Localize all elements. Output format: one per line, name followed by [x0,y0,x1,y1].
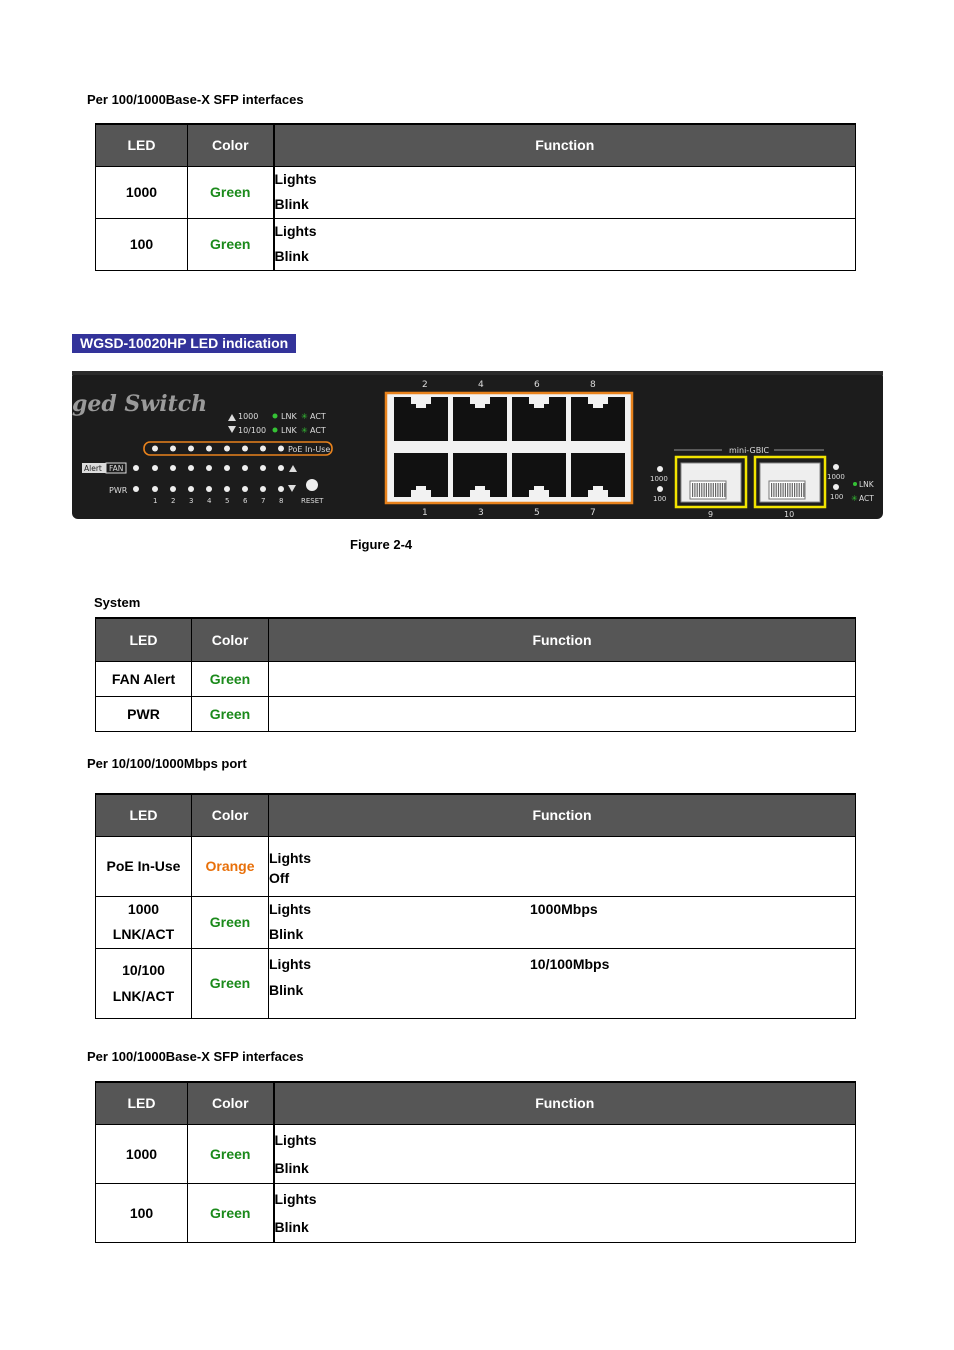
function-line: Lights [274,1190,317,1207]
led-cell [96,896,192,948]
switch-front-panel-figure [72,371,883,519]
function-line: Blink [274,1218,309,1235]
function-line: Lights [274,171,317,187]
function-cell [274,218,856,270]
led-row-1000 [133,465,284,471]
led-cell [96,836,192,896]
table-header-row [96,1082,856,1124]
col-color-header: Color [192,794,269,836]
led-cell: 1000 [96,1124,188,1183]
green-led-icon [853,482,857,486]
table-header-row [96,618,856,661]
sfp-fins-10 [771,483,804,497]
rj45-jack [453,453,507,497]
led-port-number: 7 [261,497,266,505]
function-cell [269,896,856,948]
rj45-jack [571,453,625,497]
col-led-header: LED [96,124,188,166]
sfp-fins-9 [692,483,725,497]
sfp-act-label: ACT [859,494,874,503]
table-header-row [96,124,856,166]
rj45-port-number: 1 [422,508,428,518]
function-line: Lights [269,850,311,866]
poe-led [224,446,230,452]
poe-led [278,446,284,452]
table-row [96,948,856,1018]
color-cell: Green [188,218,274,270]
function-cell [269,696,856,731]
fan-alert-led [133,465,139,471]
poe-led [206,446,212,452]
sfp-led-100-right [833,484,839,490]
function-cell [269,661,856,696]
system-table [95,617,856,732]
table-row [96,836,856,896]
sfp-led-1000-right [833,464,839,470]
led-cell: PWR [96,696,192,731]
sfp-right-100: 100 [830,493,844,501]
function-cell [269,836,856,896]
led-1000 [242,465,248,471]
table-row [96,1183,856,1242]
led-port-number: 4 [207,497,212,505]
led-10100 [278,486,284,492]
led-1000 [260,465,266,471]
col-color-header: Color [188,1082,274,1124]
function-speed: 10/100Mbps [530,955,610,972]
col-led-header: LED [96,1082,188,1124]
rj45-port-number: 3 [478,508,484,518]
col-function-header: Function [274,1082,856,1124]
pwr-led [133,486,139,492]
rj45-jack [571,397,625,441]
sfp-lnk-label: LNK [859,480,874,489]
sfp-bottom-table [95,1081,856,1243]
rj45-port-number: 4 [478,380,484,390]
sfp-top-table [95,123,856,271]
col-function-header: Function [274,124,856,166]
poe-led [170,446,176,452]
green-led-icon [273,414,278,419]
rj45-port-number: 2 [422,380,428,390]
led-10100 [152,486,158,492]
function-line: Blink [269,981,304,998]
rj45-jack [512,397,566,441]
col-function-header: Function [269,794,856,836]
table-row [96,696,856,731]
function-speed: 1000Mbps [530,901,598,917]
sfp-left-100: 100 [653,495,667,503]
color-cell: Green [192,948,269,1018]
led-1000 [152,465,158,471]
led-cell [96,948,192,1018]
poe-led [260,446,266,452]
led-10100 [260,486,266,492]
rj45-port-number: 8 [590,380,596,390]
function-line: Lights [274,223,317,239]
brand-text: ged Switch [72,391,208,417]
figure-caption: Figure 2-4 [350,537,413,552]
poe-led [152,446,158,452]
ports-table [95,793,856,1019]
table-row [96,661,856,696]
function-cell [269,948,856,1018]
function-cell [274,1124,856,1183]
system-heading: System [94,595,141,610]
rj45-port-number: 6 [534,380,540,390]
blink-icon: ✳ [851,494,858,503]
color-cell: Green [188,166,274,218]
green-led-icon [273,428,278,433]
led-10100 [224,486,230,492]
color-cell: Green [188,1183,274,1242]
sfp-top-heading: Per 100/1000Base-X SFP interfaces [87,92,304,107]
fan-label: FAN [109,464,124,473]
sfp-port-9-number: 9 [708,510,714,519]
legend-10100: 10/100 [238,426,267,435]
poe-led [188,446,194,452]
function-line: Blink [274,248,309,264]
color-cell: Orange [192,836,269,896]
col-color-header: Color [192,618,269,661]
section-title-banner: WGSD-10020HP LED indication [72,334,296,353]
led-1000 [170,465,176,471]
reset-button [306,479,318,491]
led-cell: 1000 [96,166,188,218]
legend-act: ACT [310,412,326,421]
col-led-header: LED [96,618,192,661]
color-cell: Green [192,661,269,696]
led-port-number: 2 [171,497,176,505]
function-line: Lights [269,955,311,972]
blink-icon: ✳ [301,412,308,421]
function-cell [274,1183,856,1242]
table-row [96,166,856,218]
rj45-jack [453,397,507,441]
pwr-label: PWR [109,486,128,495]
led-port-number: 6 [243,497,248,505]
function-line: Lights [274,1131,317,1148]
function-line: Lights [269,901,311,917]
rj45-jack [394,397,448,441]
col-color-header: Color [188,124,274,166]
led-cell: 100 [96,218,188,270]
poe-label: PoE In-Use [288,445,331,454]
color-cell: Green [192,696,269,731]
led-port-number: 8 [279,497,284,505]
led-1000 [206,465,212,471]
led-10100 [170,486,176,492]
function-line: Blink [269,926,304,942]
legend-lnk: LNK [281,412,297,421]
table-row [96,896,856,948]
led-line: 1000 [127,901,160,917]
alert-label: Alert [84,464,102,473]
led-1000 [188,465,194,471]
led-port-number: 3 [189,497,194,505]
function-line: Blink [274,196,309,212]
col-led-header: LED [96,794,192,836]
function-cell [274,166,856,218]
table-header-row [96,794,856,836]
function-line: Blink [274,1159,309,1176]
rj45-port-number: 5 [534,508,540,518]
color-cell: Green [188,1124,274,1183]
legend-1000: 1000 [238,412,259,421]
led-10100 [188,486,194,492]
function-line: Off [269,870,290,886]
blink-icon: ✳ [301,426,308,435]
table-row [96,1124,856,1183]
rj45-jack [512,453,566,497]
led-port-number: 5 [225,497,230,505]
legend-lnk: LNK [281,426,297,435]
sfp-bottom-heading: Per 100/1000Base-X SFP interfaces [87,1049,304,1064]
led-line: LNK/ACT [112,926,175,942]
led-10100 [206,486,212,492]
led-port-number: 1 [153,497,158,505]
led-1000 [224,465,230,471]
table-row [96,218,856,270]
sfp-led-100-left [657,486,663,492]
sfp-right-1000: 1000 [827,473,845,481]
led-cell: FAN Alert [96,661,192,696]
sfp-left-1000: 1000 [650,475,668,483]
legend-act: ACT [310,426,326,435]
led-10100 [242,486,248,492]
sfp-led-1000-left [657,466,663,472]
led-cell: 100 [96,1183,188,1242]
color-cell: Green [192,896,269,948]
led-row-10100 [133,486,284,492]
led-1000 [278,465,284,471]
led-line: PoE In-Use [106,858,181,874]
sfp-port-10-number: 10 [784,510,795,519]
rj45-port-number: 7 [590,508,596,518]
ports-heading: Per 10/100/1000Mbps port [87,756,247,771]
minigbic-label: mini-GBIC [729,446,770,455]
reset-label: RESET [301,497,324,505]
poe-led [242,446,248,452]
led-line: LNK/ACT [112,988,175,1004]
col-function-header: Function [269,618,856,661]
rj45-jack [394,453,448,497]
led-line: 10/100 [122,962,165,978]
